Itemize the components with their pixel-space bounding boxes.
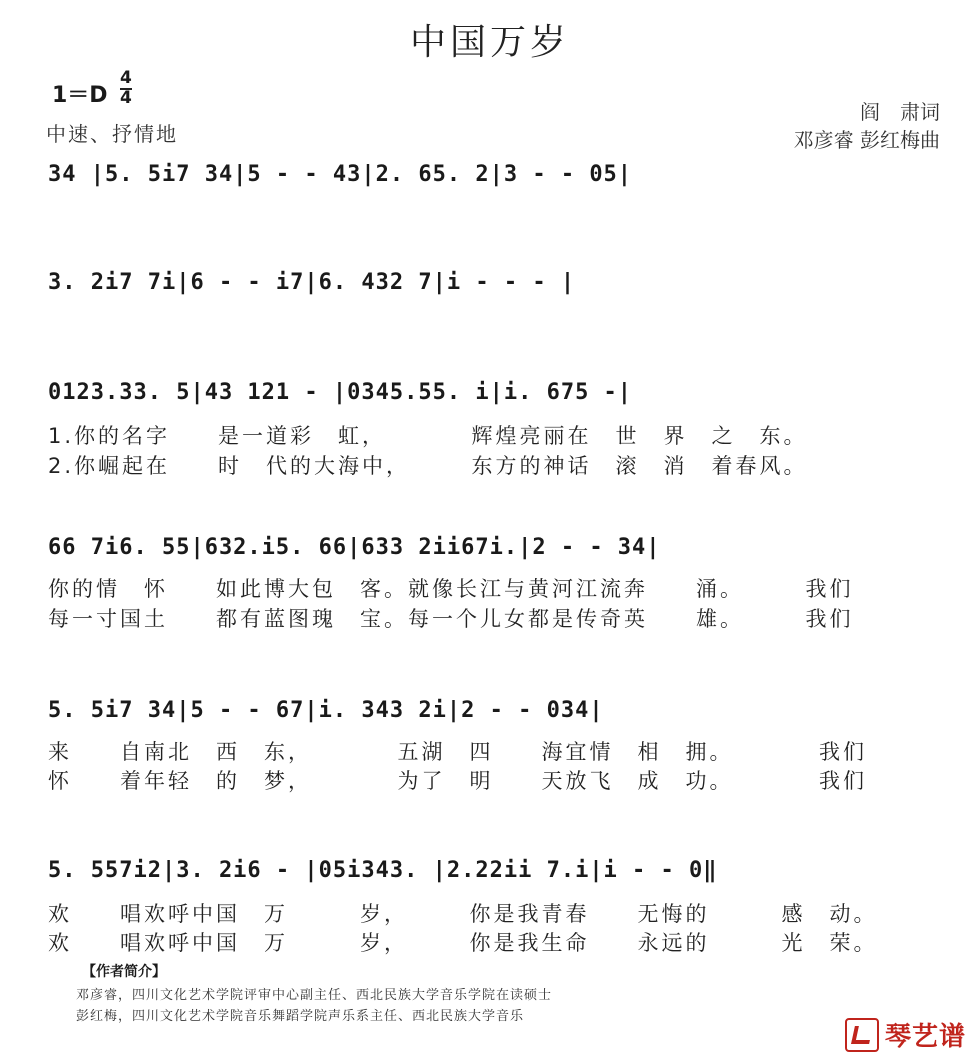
watermark-text: 琴艺谱 (884, 1022, 966, 1052)
qinyipu-logo-icon (845, 1018, 879, 1052)
lyric-line-4-verse-2: 每一寸国土 都有蓝图瑰 宝。每一个儿女都是传奇英 雄。 我们 (48, 607, 854, 631)
author-bio-title: 【作者简介】 (82, 964, 166, 980)
author-bio-line-1: 邓彦睿，四川文化艺术学院评审中心副主任、西北民族大学音乐学院在读硕士 (76, 988, 553, 1003)
lyric-line-4-verse-1: 你的情 怀 如此博大包 客。就像长江与黄河江流奔 涌。 我们 (48, 577, 854, 601)
time-signature-denominator: 4 (120, 88, 132, 108)
score-line-2: 3. 2i7 7i|6 - - i7|6. 432 7|i - - - | (48, 270, 576, 295)
lyric-line-3-verse-2: 2.你崛起在 时 代的大海中， 东方的神话 滚 消 着春风。 (48, 454, 808, 478)
score-line-6: 5. 557i2|3. 2i6 - |05i343. |2.22ii 7.i|i - - 0‖ (48, 858, 718, 883)
time-signature-numerator: 4 (120, 68, 132, 88)
lyric-line-5-verse-2: 怀 着年轻 的 梦， 为了 明 天放飞 成 功。 我们 (48, 769, 867, 793)
score-line-4: 66 7i6. 55|632.i5. 66|633 2ii67i.|2 - - 34| (48, 535, 661, 560)
lyric-line-3-verse-1: 1.你的名字 是一道彩 虹， 辉煌亮丽在 世 界 之 东。 (48, 424, 808, 448)
key-signature: 1＝D (52, 83, 108, 108)
tempo-marking: 中速、抒情地 (46, 122, 178, 146)
lyric-line-5-verse-1: 来 自南北 西 东， 五湖 四 海宜情 相 拥。 我们 (48, 740, 867, 764)
score-line-5: 5. 5i7 34|5 - - 67|i. 343 2i|2 - - 034| (48, 698, 604, 723)
lyric-line-6-verse-1: 欢 唱欢呼中国 万 岁， 你是我青春 无悔的 感 动。 (48, 902, 878, 926)
lyricist-credit: 阎 肃词 (860, 100, 940, 124)
site-watermark (845, 1016, 966, 1053)
time-signature (120, 70, 132, 107)
composer-credit: 邓彦睿 彭红梅曲 (793, 128, 940, 152)
score-line-3: 0123.33. 5|43 121 - |0345.55. i|i. 675 -| (48, 380, 633, 405)
score-line-1: 34 |5. 5i7 34|5 - - 43|2. 65. 2|3 - - 05| (48, 162, 633, 187)
lyric-line-6-verse-2: 欢 唱欢呼中国 万 岁， 你是我生命 永远的 光 荣。 (48, 931, 878, 955)
song-title: 中国万岁 (409, 22, 570, 63)
author-bio-line-2: 彭红梅，四川文化艺术学院音乐舞蹈学院声乐系主任、西北民族大学音乐 (76, 1009, 525, 1024)
